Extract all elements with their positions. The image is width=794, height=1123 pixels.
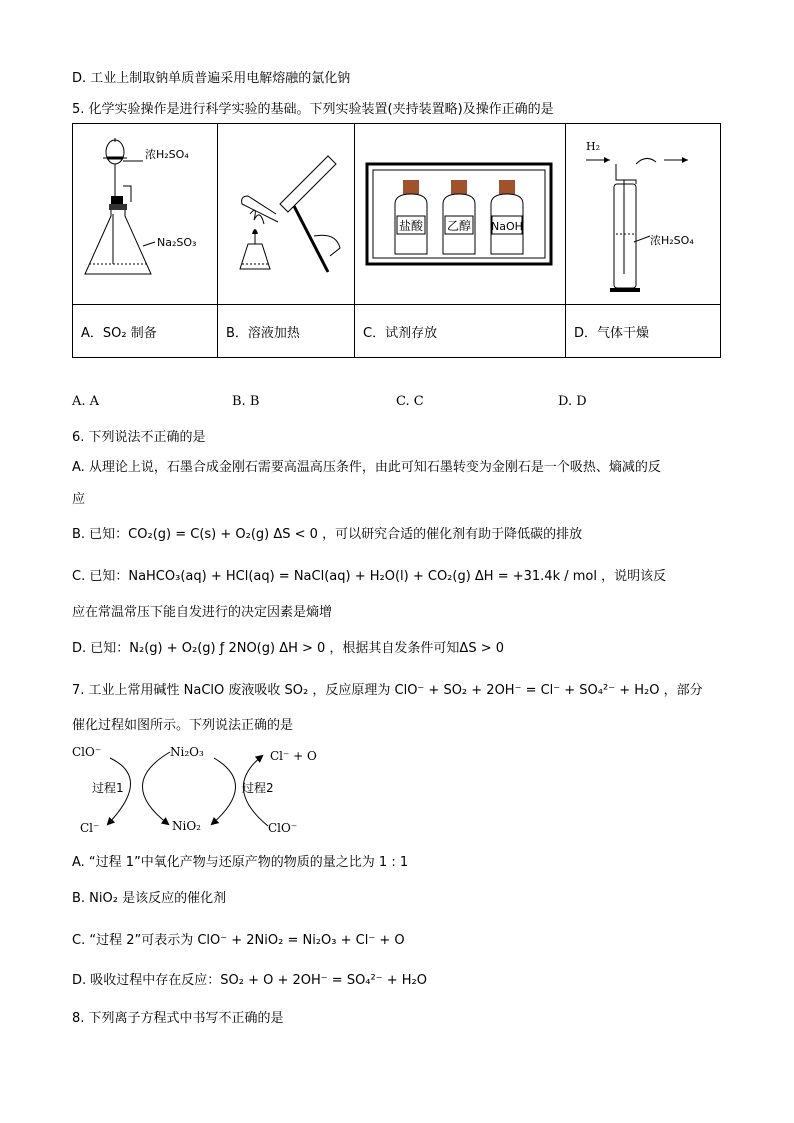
question-6-option-c-line2: 应在常温常压下能自发进行的决定因素是熵增 [72,605,333,620]
node-clo-top-left: ClO⁻ [72,745,102,759]
question-6-option-a-line2: 应 [72,492,86,507]
apparatus-b-cell [218,124,355,305]
question-8-stem: 8. 下列离子方程式中书写不正确的是 [72,1011,284,1026]
salt-label: Na₂SO₃ [157,236,197,249]
question-4-option-d: D. 工业上制取钠单质普遍采用电解熔融的氯化钠 [72,71,351,86]
question-7-stem-line1: 7. 工业上常用碱性 NaClO 废液吸收 SO₂ ，反应原理为 ClO⁻ + SO₂ + 2OH⁻ = Cl⁻ + SO₄²⁻ + H₂O ，部分 [72,683,703,698]
question-6-option-d: D. 已知：N₂(g) + O₂(g) ƒ 2NO(g) ΔH > 0 ，根据其自发条件可知ΔS > 0 [72,641,505,656]
svg-text:NaOH: NaOH [491,220,523,233]
so2-generator-diagram [73,124,217,300]
option-d[interactable]: D. D [558,394,587,409]
acid-label: 浓H₂SO₄ [145,148,189,161]
bottle-2 [443,180,475,254]
bottle-3 [491,180,523,254]
node-ni2o3: Ni₂O₃ [170,745,204,759]
heating-diagram [218,124,354,300]
node-clo-bottom-right: ClO⁻ [268,821,298,835]
option-c[interactable]: C. C [396,394,424,409]
question-7-option-c: C. “过程 2”可表示为 ClO⁻ + 2NiO₂ = Ni₂O₃ + Cl⁻ + O [72,933,405,948]
process-1-label: 过程1 [92,781,124,795]
node-cl-bottom-left: Cl⁻ [80,821,100,835]
reagent-cabinet-diagram [355,124,565,300]
caption-c: C．试剂存放 [355,305,566,358]
question-5-stem: 5. 化学实验操作是进行科学实验的基础。下列实验装置(夹持装置略)及操作正确的是 [72,102,554,117]
option-a[interactable]: A. A [72,394,100,409]
node-nio2: NiO₂ [172,819,201,833]
question-7-stem-line2: 催化过程如图所示。下列说法正确的是 [72,718,294,733]
node-cl-o: Cl⁻ + O [270,749,317,763]
catalytic-cycle-diagram [72,738,332,838]
question-6-option-a-line1: A. 从理论上说，石墨合成金刚石需要高温高压条件，由此可知石墨转变为金刚石是一个吸热、熵减的反 [72,460,661,475]
process-2-label: 过程2 [242,781,274,795]
question-7-option-a: A. “过程 1”中氧化产物与还原产物的物质的量之比为 1 : 1 [72,855,409,870]
apparatus-c-cell [355,124,566,305]
question-6-stem: 6. 下列说法不正确的是 [72,430,206,445]
caption-b: B．溶液加热 [218,305,355,358]
question-5-options [72,394,718,412]
svg-text:乙醇: 乙醇 [446,219,472,233]
question-7-option-d: D. 吸收过程中存在反应：SO₂ + O + 2OH⁻ = SO₄²⁻ + H₂O [72,973,427,988]
apparatus-a-cell [73,124,218,305]
question-6-option-c-line1: C. 已知：NaHCO₃(aq) + HCl(aq) = NaCl(aq) + H₂O(l) + CO₂(g) ΔH = +31.4k / mol ，说明该反 [72,569,667,584]
question-7-option-b: B. NiO₂ 是该反应的催化剂 [72,891,227,906]
acid-label: 浓H₂SO₄ [650,234,694,247]
apparatus-d-cell [566,124,721,305]
question-6-option-b: B. 已知：CO₂(g) = C(s) + O₂(g) ΔS < 0 ，可以研究合适的催化剂有助于降低碳的排放 [72,527,583,542]
option-b[interactable]: B. B [232,394,260,409]
caption-a: A．SO₂ 制备 [73,305,218,358]
gas-label: H₂ [586,140,601,153]
apparatus-table [72,123,721,358]
gas-drying-diagram [566,124,720,300]
svg-text:盐酸: 盐酸 [398,219,424,233]
bottle-1 [395,180,427,254]
caption-d: D．气体干燥 [566,305,721,358]
